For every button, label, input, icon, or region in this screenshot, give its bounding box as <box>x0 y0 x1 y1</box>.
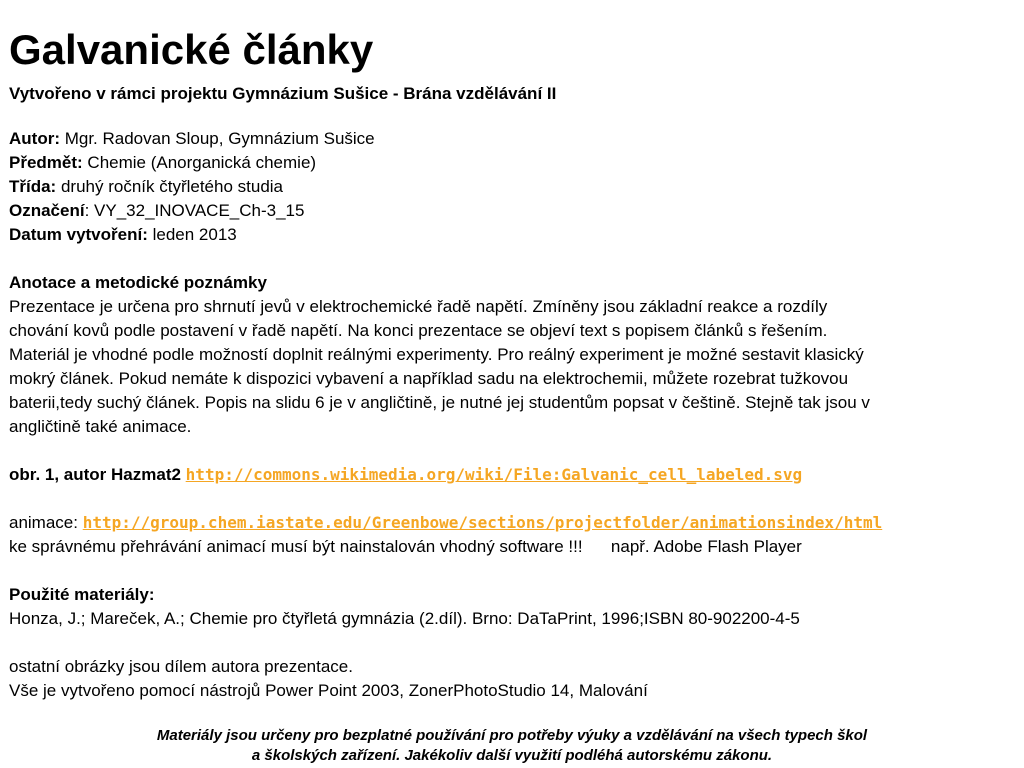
anotace-line: baterii,tedy suchý článek. Popis na slidu 6 je v angličtině, je nutné jej studentům popsat v češtině. Stejně tak jsou v <box>9 393 870 412</box>
anotace-line: angličtině také animace. <box>9 417 192 436</box>
anotace-line: chování kovů podle postavení v řadě napětí. Na konci prezentace se objeví text s popisem článků s řešením. <box>9 321 828 340</box>
anotace-line: Prezentace je určena pro shrnutí jevů v elektrochemické řadě napětí. Zmíněny jsou základní reakce a rozdíly <box>9 297 828 316</box>
oznaceni-value: : VY_32_INOVACE_Ch-3_15 <box>84 201 305 220</box>
ostatni-line: ostatní obrázky jsou dílem autora prezentace. <box>9 657 353 676</box>
animace-credit <box>9 511 1021 535</box>
footer-line: Materiály jsou určeny pro bezplatné používání pro potřeby výuky a vzdělávání na všech typech škol <box>156 727 868 744</box>
meta-predmet <box>9 151 1021 175</box>
materialy-heading <box>9 583 1021 607</box>
meta-datum <box>9 223 1021 247</box>
oznaceni-label: Označení <box>9 201 85 220</box>
spacer <box>9 487 1021 511</box>
autor-label: Autor: <box>9 129 60 148</box>
slide-body <box>9 127 1021 703</box>
anotace-heading-text: Anotace a metodické poznámky <box>9 273 267 292</box>
slide-title: Galvanické články <box>9 26 374 73</box>
meta-oznaceni <box>9 199 1021 223</box>
animace-label: animace: <box>9 513 83 532</box>
datum-value: leden 2013 <box>147 225 237 244</box>
ostatni-line: Vše je vytvořeno pomocí nástrojů Power Point 2003, ZonerPhotoStudio 14, Malování <box>9 681 648 700</box>
animace-note: ke správnému přehrávání animací musí být nainstalován vhodný software !!! např. Adobe Flash Player <box>9 537 802 556</box>
spacer <box>9 439 1021 463</box>
anotace-line: Materiál je vhodné podle možností doplnit reálnými experimenty. Pro reálný experiment je možné sestavit klasický <box>9 345 864 364</box>
spacer <box>9 631 1021 655</box>
anotace-line: mokrý článek. Pokud nemáte k dispozici vybavení a například sadu na elektrochemii, můžete rozebrat tužkovou <box>9 369 849 388</box>
spacer <box>9 247 1021 271</box>
predmet-value: Chemie (Anorganická chemie) <box>82 153 317 172</box>
animace-link[interactable]: http://group.chem.iastate.edu/Greenbowe/sections/projectfolder/animationsindex/html <box>82 513 883 532</box>
obr-credit <box>9 463 1021 487</box>
datum-label: Datum vytvoření: <box>9 225 148 244</box>
predmet-label: Předmět: <box>9 153 83 172</box>
footer-line: a školských zařízení. Jakékoliv další využití podléhá autorskému zákonu. <box>251 747 773 764</box>
trida-value: druhý ročník čtyřletého studia <box>56 177 284 196</box>
trida-label: Třída: <box>9 177 57 196</box>
spacer <box>9 559 1021 583</box>
obr-link[interactable]: http://commons.wikimedia.org/wiki/File:Galvanic_cell_labeled.svg <box>185 465 803 484</box>
slide-subtitle: Vytvořeno v rámci projektu Gymnázium Sušice - Brána vzdělávání II <box>9 84 557 103</box>
materialy-heading-text: Použité materiály: <box>9 585 155 604</box>
autor-value: Mgr. Radovan Sloup, Gymnázium Sušice <box>59 129 375 148</box>
materialy-source: Honza, J.; Mareček, A.; Chemie pro čtyřletá gymnázia (2.díl). Brno: DaTaPrint, 1996;ISBN 80-902200-4-5 <box>9 609 800 628</box>
meta-trida <box>9 175 1021 199</box>
meta-autor <box>9 127 1021 151</box>
license-footer <box>0 726 1024 766</box>
obr-label: obr. 1, autor Hazmat2 <box>9 465 186 484</box>
anotace-heading <box>9 271 1021 295</box>
